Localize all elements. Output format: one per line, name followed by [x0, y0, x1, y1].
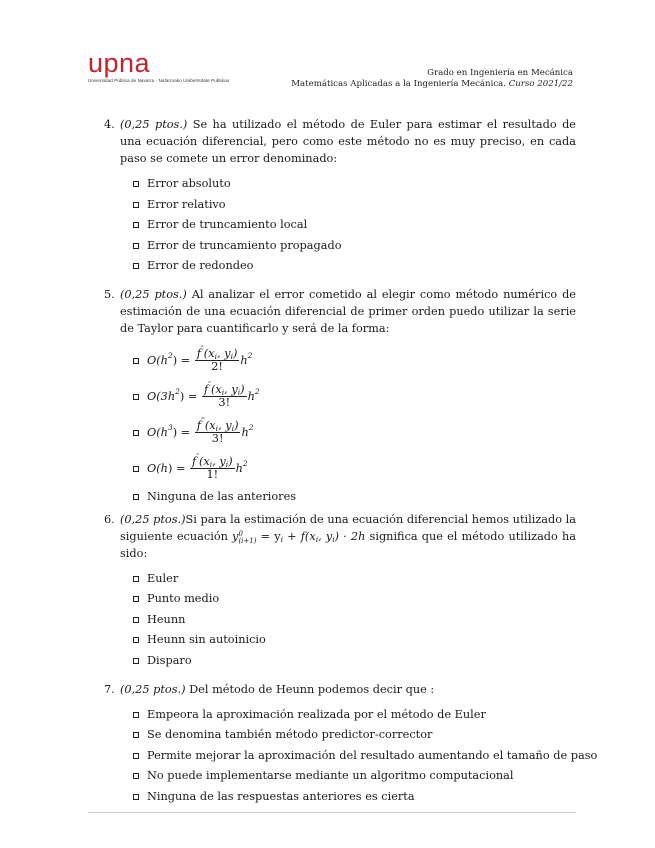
- formula: O(h) = $\frac{f''(x_i, y_i)}{1!}$ $h^2$: [147, 452, 248, 482]
- option-label: Error de truncamiento local: [147, 218, 308, 232]
- fraction: $\frac{f''(x_i, y_i)}{1!}$: [192, 452, 233, 482]
- course-year: Curso 2021/22: [508, 79, 573, 89]
- formula: $O(h^2)$ = $\frac{f''(x_i, y_i)}{2!}$ $h^2$: [147, 344, 253, 374]
- course-name: Matemáticas Aplicadas a la Ingeniería Mecánica.: [291, 79, 507, 89]
- option-checkbox[interactable]: [133, 202, 139, 208]
- fraction: $\frac{f''(x_i, y_i)}{3!}$: [203, 380, 245, 410]
- option-label: Error de redondeo: [147, 259, 254, 273]
- option-item[interactable]: [133, 705, 576, 726]
- option-list: [133, 705, 598, 808]
- option-checkbox[interactable]: [133, 494, 139, 500]
- option-list: [133, 569, 576, 672]
- question-points: (0,25 ptos.): [120, 512, 186, 526]
- option-item[interactable]: [133, 766, 576, 787]
- option-item[interactable]: [133, 379, 576, 415]
- fraction: $\frac{f''(x_i, y_i)}{2!}$: [196, 344, 238, 374]
- option-checkbox[interactable]: [133, 773, 139, 779]
- option-label: Error relativo: [147, 197, 226, 211]
- formula: $O(h^3)$ = $\frac{f^‴(x_i, y_i)}{3!}$ $h^2$: [147, 416, 254, 446]
- option-label: Permite mejorar la aproximación del resultado aumentando el tamaño de paso: [147, 748, 598, 762]
- option-checkbox[interactable]: [133, 430, 139, 436]
- option-item[interactable]: [133, 236, 576, 257]
- formula: $O(3h^2)$ = $\frac{f''(x_i, y_i)}{3!}$ $h^2$: [147, 380, 260, 410]
- option-checkbox[interactable]: [133, 222, 139, 228]
- option-checkbox[interactable]: [133, 394, 139, 400]
- option-list: [133, 343, 576, 508]
- option-item[interactable]: [133, 589, 576, 610]
- option-item[interactable]: [133, 610, 576, 631]
- option-checkbox[interactable]: [133, 181, 139, 187]
- course-header: [291, 68, 573, 90]
- option-checkbox[interactable]: [133, 753, 139, 759]
- option-checkbox[interactable]: [133, 637, 139, 643]
- question-text: [120, 286, 576, 337]
- option-label: Error de truncamiento propagado: [147, 238, 342, 252]
- question-4: [104, 116, 576, 277]
- question-5: [104, 286, 576, 508]
- option-item[interactable]: [133, 569, 576, 590]
- option-item[interactable]: [133, 174, 576, 195]
- question-number: 4.: [104, 118, 115, 131]
- question-text: [120, 511, 576, 562]
- option-checkbox[interactable]: [133, 712, 139, 718]
- option-label: Ninguna de las respuestas anteriores es cierta: [147, 789, 415, 803]
- course-line: [291, 79, 573, 90]
- footer-divider: [88, 812, 576, 813]
- option-checkbox[interactable]: [133, 658, 139, 664]
- option-item[interactable]: [133, 630, 576, 651]
- option-label: Error absoluto: [147, 177, 231, 190]
- option-checkbox[interactable]: [133, 243, 139, 249]
- option-label: Empeora la aproximación realizada por el método de Euler: [147, 707, 486, 721]
- option-label: Heunn: [147, 612, 186, 626]
- option-label: Punto medio: [147, 592, 220, 606]
- question-list: [104, 116, 598, 808]
- question-statement: Si para la estimación de una ecuación diferencial hemos utilizado la siguiente ecuación: [120, 512, 576, 543]
- option-item[interactable]: [133, 215, 576, 236]
- question-points: (0,25 ptos.): [120, 118, 188, 131]
- option-label: Disparo: [147, 653, 192, 667]
- question-points: (0,25 ptos.): [120, 287, 187, 301]
- question-points: (0,25 ptos.): [120, 682, 186, 696]
- question-statement: Al analizar el error cometido al elegir como método numérico de estimación de una ecuación diferencial de primer orden puedo utilizar la serie de Taylor para cuantificarlo y será de la forma:: [120, 287, 576, 335]
- question-statement-end: significa que el método utilizado ha sido:: [120, 529, 576, 560]
- equation: y 0 (i+1) = $y_i + f(x_i$, $y_i) \cdot 2h$: [232, 529, 366, 545]
- question-number: 7.: [104, 682, 115, 696]
- option-label: Se denomina también método predictor-corrector: [147, 728, 433, 742]
- option-checkbox[interactable]: [133, 617, 139, 623]
- option-item[interactable]: [133, 746, 598, 767]
- option-list: [133, 174, 576, 277]
- option-item[interactable]: [133, 256, 576, 277]
- option-item[interactable]: [133, 651, 576, 672]
- option-checkbox[interactable]: [133, 263, 139, 269]
- question-number: 5.: [104, 287, 115, 301]
- option-checkbox[interactable]: [133, 576, 139, 582]
- logo-subtitle: Universidad Pública de Navarra · Nafarroako Unibertsitate Publikoa: [88, 78, 230, 83]
- question-number: 6.: [104, 512, 115, 526]
- option-label: Heunn sin autoinicio: [147, 633, 266, 647]
- option-checkbox[interactable]: [133, 596, 139, 602]
- option-checkbox[interactable]: [133, 466, 139, 472]
- university-logo: [88, 50, 229, 83]
- option-item[interactable]: [133, 787, 576, 808]
- logo-wordmark: upna: [88, 48, 151, 78]
- option-label: Ninguna de las anteriores: [147, 489, 297, 503]
- option-item[interactable]: [133, 195, 576, 216]
- option-label: No puede implementarse mediante un algoritmo computacional: [147, 769, 514, 783]
- question-text: [120, 681, 576, 698]
- option-checkbox[interactable]: [133, 794, 139, 800]
- question-statement: Del método de Heunn podemos decir que :: [185, 682, 435, 696]
- question-text: [120, 116, 576, 167]
- fraction: $\frac{f^‴(x_i, y_i)}{3!}$: [196, 416, 239, 446]
- degree-name: Grado en Ingeniería en Mecánica: [427, 68, 573, 78]
- option-label: Euler: [147, 571, 179, 585]
- option-item[interactable]: [133, 451, 576, 487]
- question-7: [104, 681, 598, 808]
- option-item[interactable]: [133, 343, 576, 379]
- option-checkbox[interactable]: [133, 358, 139, 364]
- option-item[interactable]: [133, 487, 576, 508]
- option-checkbox[interactable]: [133, 732, 139, 738]
- option-item[interactable]: [133, 725, 576, 746]
- question-6: [104, 511, 576, 672]
- option-item[interactable]: [133, 415, 576, 451]
- question-statement: Se ha utilizado el método de Euler para estimar el resultado de una ecuación diferencial, pero como este método no es muy preciso, en cada paso se comete un error denominado:: [120, 118, 576, 165]
